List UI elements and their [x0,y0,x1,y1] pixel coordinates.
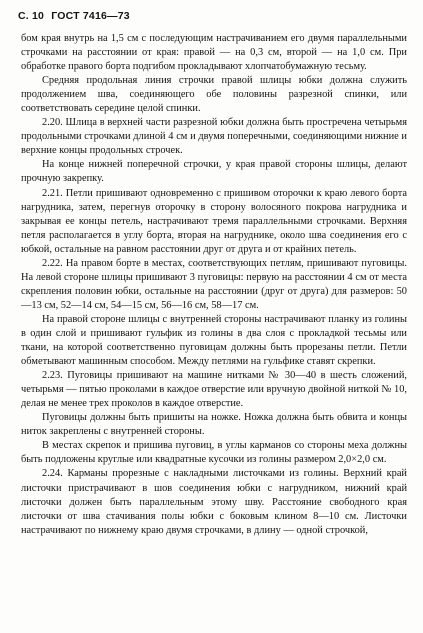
paragraph: На конце нижней поперечной строчки, у края правой стороны шлицы, делают прочную закрепку. [21,159,407,185]
paragraph: В местах скрепок и пришива пуговиц, в углы карманов со стороны меха должны быть подложены круглые или квадратные кусочки из голины размером 2,0×2,0 см. [21,440,407,466]
paragraph: На правой стороне шлицы с внутренней стороны настрачивают планку из голины в один слой и пришивают гульфик из голины в два слоя с прокладкой тесьмы или ткани, на которой соответственно пуговицам должны быть прорезаны петли. Петли обметывают машинным способом. Между петлями на гульфике ставят скрепки. [21,313,407,368]
paragraph: бом края внутрь на 1,5 см с последующим настрачиванием его двумя параллельными строчками на расстоянии от края: правой — на 0,3 см, второй — на 1,0 см. При обработке правого борта подгибом прокладывают хлопчатобумажную тесьму. [21,33,407,73]
standard-id: ГОСТ 7416—73 [51,10,130,22]
page-header [18,10,130,22]
paragraph: 2.23. Пуговицы пришивают на машине нитками № 30—40 в шесть сложений, четырьмя — пятью проколами в каждое отверстие или вручную двойной ниткой № 10, делая не менее трех проколов в каждое отверстие. [21,370,407,410]
paragraph: 2.21. Петли пришивают одновременно с пришивом оторочки к краю левого борта нагрудника, затем, перегнув оторочку в сторону волосяного покрова нагрудника и закрывая ее концы петель, настрачивают тремя параллельными строчками. Верхняя петля располагается в углу борта, вторая на нагруднике, около шва соединения его с юбкой, остальные на равном расстоянии друг от друга и от крайних петель. [21,187,407,255]
paragraph: 2.24. Карманы прорезные с накладными листочками из голины. Верхний край листочки пристрачивают в шов соединения юбки с нагрудником, нижний край листочки должен быть параллельным этому шву. Расстояние свободного края листочки от шва стачивания полы юбки с боковым клином 8—10 см. Листочки настрачивают по нижнему краю двумя строчками, в длину — одной строчкой, [21,468,407,536]
paragraph: 2.22. На правом борте в местах, соответствующих петлям, пришивают пуговицы. На левой стороне шлицы пришивают 3 пуговицы: первую на расстоянии 4 см от места скрепления половин юбки, остальные на расстоянии (друг от друга) для размеров: 50—13 см, 52—14 см, 54—15 см, 56—16 см, 58—17 см. [21,257,407,311]
page-number: С. 10 [18,10,45,22]
paragraph: Пуговицы должны быть пришиты на ножке. Ножка должна быть обвита и концы ниток закреплены с внутренней стороны. [21,412,407,438]
paragraph: 2.20. Шлица в верхней части разрезной юбки должна быть простречена четырьмя продольными строчками длиной 4 см и двумя поперечными, соединяющими нижние и верхние концы продольных строчек. [21,117,407,157]
body-text [21,32,407,538]
paragraph: Средняя продольная линия строчки правой шлицы юбки должна служить продолжением шва, соединяющего обе половины разрезной спинки, или соответствовать середине целой спинки. [21,75,407,115]
